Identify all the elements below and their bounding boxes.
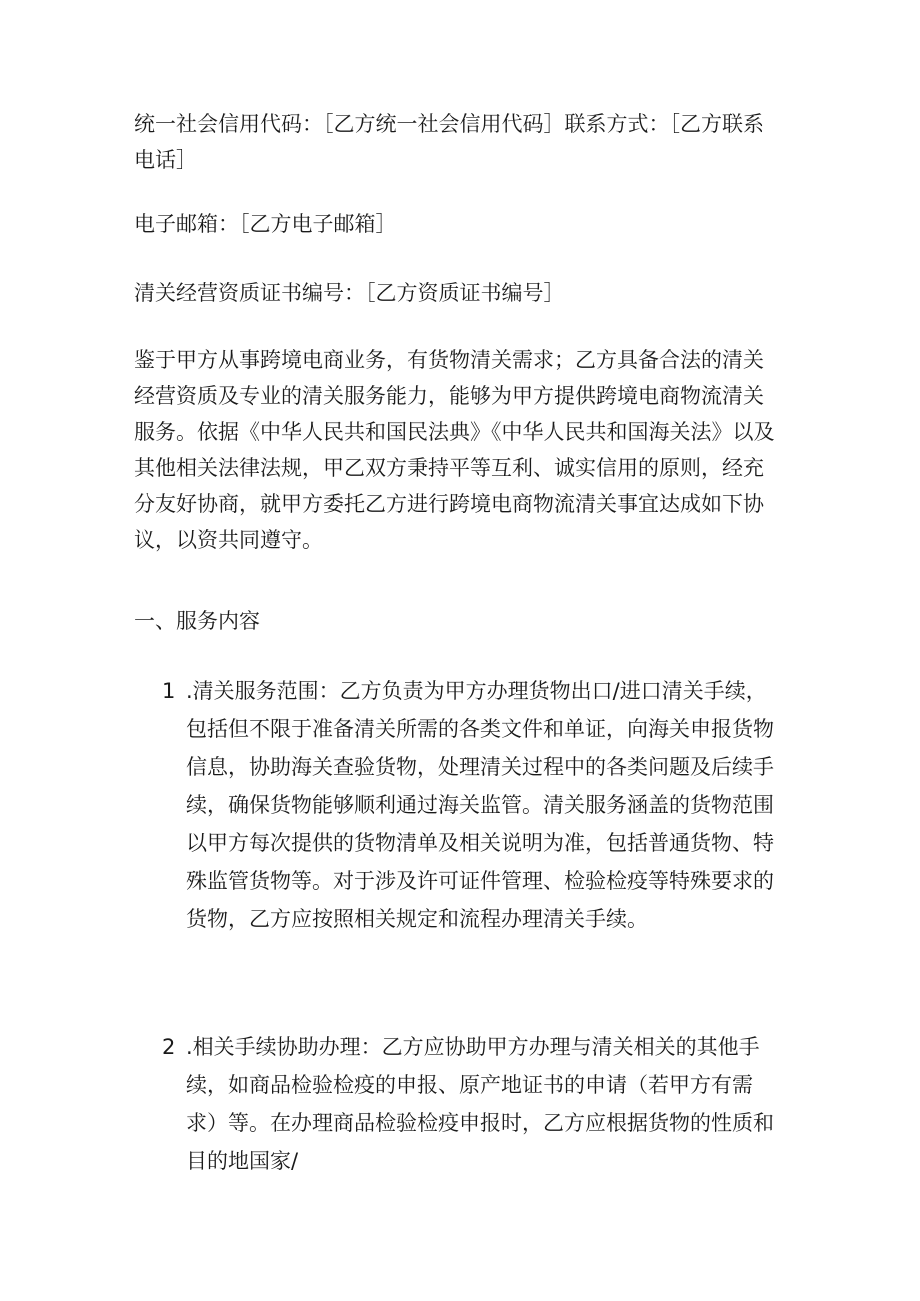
license-number-line: 清关经营资质证书编号：［乙方资质证书编号］ <box>134 281 565 305</box>
email-line: 电子邮箱：［乙方电子邮箱］ <box>134 212 397 236</box>
list-item-number: 1 <box>162 679 176 703</box>
list-item-text: .相关手续协助办理：乙方应协助甲方办理与清关相关的其他手续，如商品检验检疫的申报、原产地证书的申请（若甲方有需求）等。在办理商品检验检疫申报时，乙方应根据货物的性质和目的地国家/ <box>186 1035 774 1173</box>
list-item-text: .清关服务范围：乙方负责为甲方办理货物出口/进口清关手续，包括但不限于准备清关所需的各类文件和单证，向海关申报货物信息，协助海关查验货物，处理清关过程中的各类问题及后续手续，确保货物能够顺利通过海关监管。清关服务涵盖的货物范围以甲方每次提供的货物清单及相关说明为准，包括普通货物、特殊监管货物等。对于涉及许可证件管理、检验检疫等特殊要求的货物，乙方应按照相关规定和流程办理清关手续。 <box>186 679 774 931</box>
section-heading-service-content: 一、服务内容 <box>134 609 260 633</box>
credit-code-line: 统一社会信用代码：［乙方统一社会信用代码］联系方式：［乙方联系电话］ <box>134 112 764 172</box>
list-item-number: 2 <box>162 1035 176 1059</box>
preamble-paragraph: 鉴于甲方从事跨境电商业务，有货物清关需求；乙方具备合法的清关经营资质及专业的清关服务能力，能够为甲方提供跨境电商物流清关服务。依据《中华人民共和国民法典》《中华人民共和国海关法》以及其他相关法律法规，甲乙双方秉持平等互利、诚实信用的原则，经充分友好协商，就甲方委托乙方进行跨境电商物流清关事宜达成如下协议，以资共同遵守。 <box>134 348 775 552</box>
list-item <box>162 1028 782 1180</box>
list-item <box>162 672 782 938</box>
